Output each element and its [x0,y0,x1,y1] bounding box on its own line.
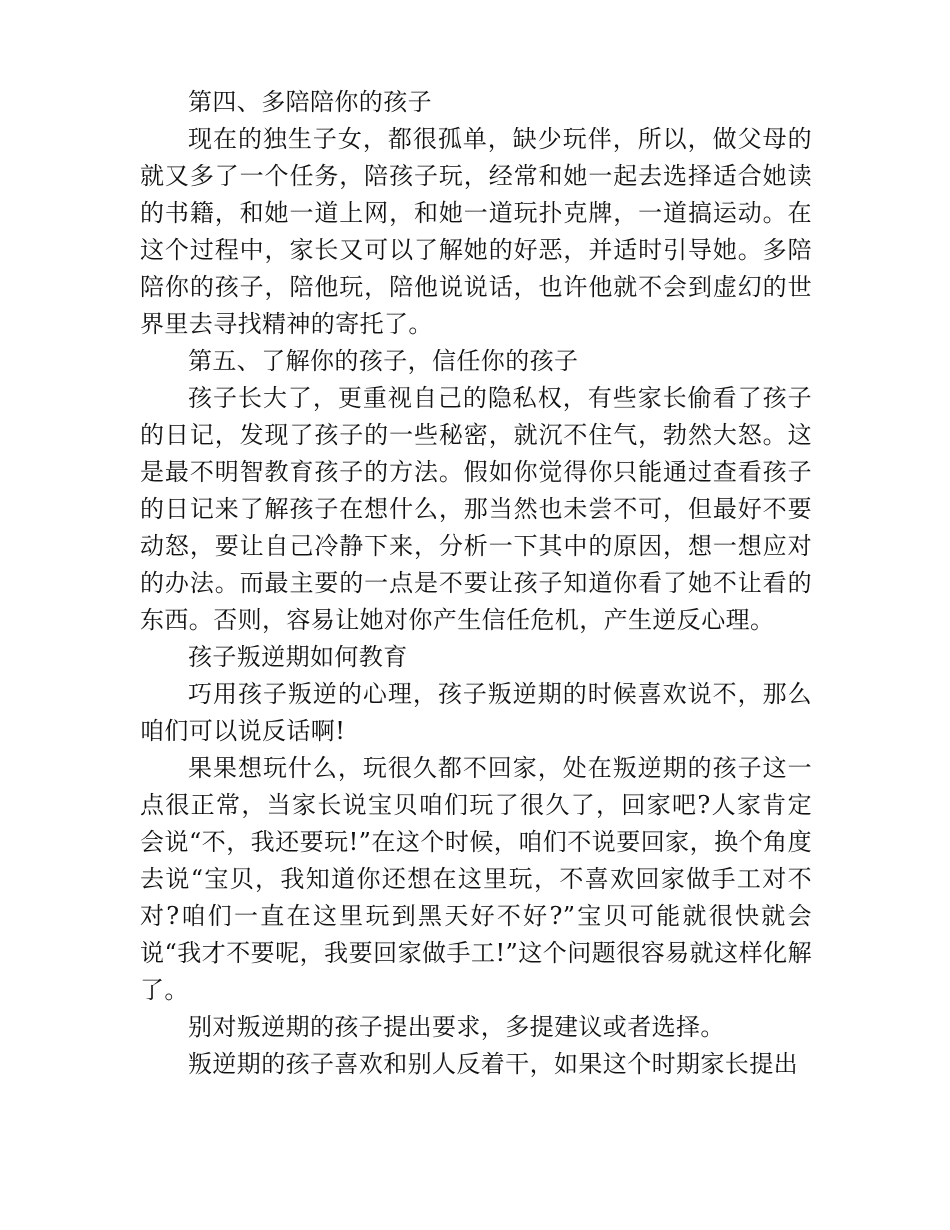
paragraph-reverse-psychology: 巧用孩子叛逆的心理，孩子叛逆期的时候喜欢说不，那么咱们可以说反话啊! [140,680,812,745]
paragraph-trust-child: 孩子长大了，更重视自己的隐私权，有些家长偷看了孩子的日记，发现了孩子的一些秘密，就沉不住气，勃然大怒。这是最不明智教育孩子的方法。假如你觉得你只能通过查看孩子的日记来了解孩子在想什么，那当然也未尝不可，但最好不要动怒，要让自己冷静下来，分析一下其中的原因，想一想应对的办法。而最主要的一点是不要让孩子知道你看了她不让看的东西。否则，容易让她对你产生信任危机，产生逆反心理。 [140,384,812,634]
document-page [140,84,812,1083]
section-heading-rebellious-period: 孩子叛逆期如何教育 [188,643,408,671]
paragraph-accompany-child: 现在的独生子女，都很孤单，缺少玩伴，所以，做父母的就又多了一个任务，陪孩子玩，经常和她一起去选择适合她读的书籍，和她一道上网，和她一道玩扑克牌，一道搞运动。在这个过程中，家长又可以了解她的好恶，并适时引导她。多陪陪你的孩子，陪他玩，陪他说说话，也许他就不会到虚幻的世界里去寻找精神的寄托了。 [140,125,812,338]
paragraph-example-guoguo: 果果想玩什么，玩很久都不回家，处在叛逆期的孩子这一点很正常，当家长说宝贝咱们玩了很久了，回家吧?人家肯定会说“不，我还要玩!”在这个时候，咱们不说要回家，换个角度去说“宝贝，我知道你还想在这里玩，不喜欢回家做手工对不对?咱们一直在这里玩到黑天好不好?”宝贝可能就很快就会说“我才不要呢，我要回家做手工!”这个问题很容易就这样化解了。 [140,754,812,1004]
paragraph-suggestions-heading: 别对叛逆期的孩子提出要求，多提建议或者选择。 [188,1013,725,1041]
section-heading-four: 第四、多陪陪你的孩子 [188,88,432,116]
section-heading-five: 第五、了解你的孩子，信任你的孩子 [188,347,579,375]
paragraph-contrarian-behavior: 叛逆期的孩子喜欢和别人反着干，如果这个时期家长提出 [188,1050,798,1078]
